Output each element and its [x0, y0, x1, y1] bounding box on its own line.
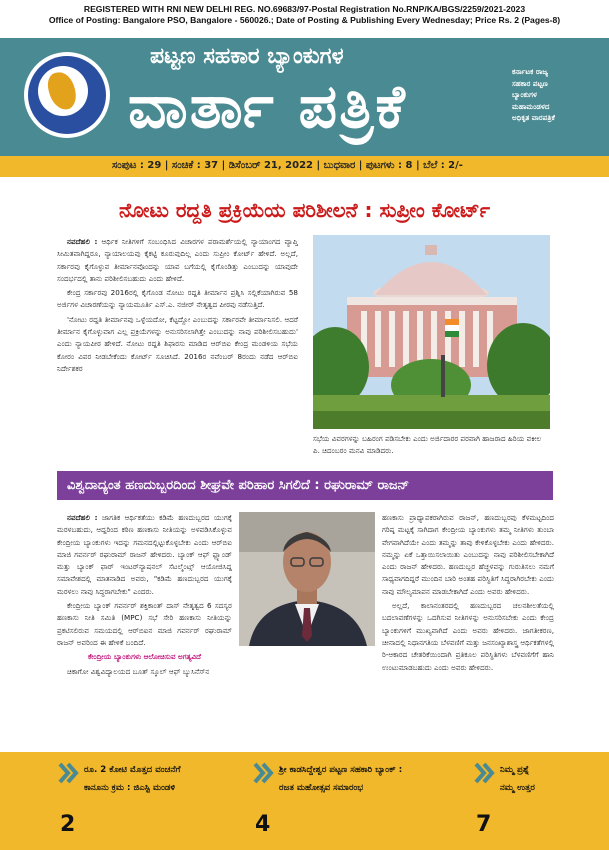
article2-paragraph: ಅಲ್ಲದೆ, ಕಾಲಾನಂತರದಲ್ಲಿ ಹಣದುಬ್ಬರದ ಚಲನಶೀಲತೆಯಲ್ಲಿ ಬದಲಾವಣೆಗಳನ್ನು ಒದಗಿಸುವ ನೀತಿಗಳನ್ನು ಅನುಸರಿಸಬೇಕು ಎಂದು ಕೇಂದ್ರ ಬ್ಯಾಂಕುಗಳಿಗೆ ಮುಖ್ಯವಾಗಿದೆ ಎಂದು ಅವರು ಹೇಳಿದರು. ಜಾಗತೀಕರಣ, ಚೀನಾದಲ್ಲಿ ನಿಧಾನಗತಿಯ ಬೆಳವಣಿಗೆ ಮತ್ತು ಜನಸಂಖ್ಯಾಶಾಸ್ತ್ರ ಆರ್ಥಿಕತೆಗಳಲ್ಲಿ ರಿ-ಆಕಾರದ ಚೇತರಿಕೆಯಿಂದಾಗಿ ಪ್ರತಿಕೂಲ ಪರಿಸ್ಥಿತಿಗಳು ಬೆಳವಣಿಗೆಗೆ ಹಾನಿ ಉಂಟುಮಾಡಬಹುದು ಎಂದು ಅವರು ಹೇಳಿದರು. — [382, 601, 554, 672]
article2-paragraph: ಹಣಕಾಸು ಪ್ರಾಧ್ಯಾಪಕರಾಗಿರುವ ರಾಜನ್, ಹಣದುಬ್ಬರವು ಕೆಳಮಟ್ಟದಿಂದ ಗರಿಷ್ಠ ಮಟ್ಟಕ್ಕೆ ಸಾಗಿದಾಗ ಕೇಂದ್ರೀಯ ಬ್ಯಾಂಕುಗಳು ತಮ್ಮ ನೀತಿಗಳು ತುಂಬಾ ವೇಗವಾಗಿದೆಯೇ ಎಂದು ತಮ್ಮನ್ನು ತಾವು ಕೇಳಿಕೊಳ್ಳಬೇಕು ಎಂದು ಹೇಳಿದರು. ನಮ್ಮನ್ನು ಏಕೆ ಒತ್ತಾಯಿಸಲಾಯಿತು ಎಂಬುದನ್ನು ನಾವು ಪರಿಶೀಲಿಸಬೇಕಾಗಿದೆ ಎಂದು ರಾಜನ್ ಹೇಳಿದರು. ಹಣದುಬ್ಬರ ಹೆಚ್ಚಳವನ್ನು ಗುರುತಿಸಲು ನಮಗೆ ಸಾಧ್ಯವಾಗದಿದ್ದರೆ ಮುಂದಿನ ಬಾರಿ ಅಂತಹ ಪರಿಸ್ಥಿತಿಗೆ ಸಿದ್ಧರಾಗಿರಬೇಕು ಎಂದು ನಾವು ಮೌಲ್ಯಮಾಪನ ಮಾಡಬೇಕಾಗಿದೆ ಎಂದು ಅವರು ಹೇಳಿದರು. — [382, 513, 554, 596]
article2-banner — [57, 471, 553, 500]
footer-teaser-line2: ಕಾನೂನು ಕ್ರಮ : ಜಿಎಸ್ಟಿ ಮಂಡಳಿ — [84, 783, 176, 793]
photo-caption: ಸಭೆಯ ವಿವರಗಳನ್ನು ಬಹಿರಂಗ ಪಡಿಸಬೇಕು ಎಂದು ಅರ್ಜಿದಾರರ ಪರವಾಗಿ ಹಾಜರಾದ ಹಿರಿಯ ವಕೀಲ ಪಿ. ಚಿದಂಬರಂ ಮನವಿ ಮಾಡಿದರು. — [313, 434, 542, 455]
raghuram-rajan-photo — [239, 512, 375, 646]
tagline-line: ಅಧಿಕೃತ ವಾರಪತ್ರಿಕೆ — [512, 113, 555, 122]
article1-paragraph: ನವದೆಹಲಿ : ಆರ್ಥಿಕ ನೀತಿಗಳಿಗೆ ಸಂಬಂಧಿಸಿದ ವಿಚಾರಗಳ ಪರಾಮರ್ಶೆಯಲ್ಲಿ ನ್ಯಾಯಾಂಗದ ವ್ಯಾಪ್ತಿ ಸೀಮಿತವಾಗಿದ್ದರೂ, ನ್ಯಾಯಾಲಯವು ಕೈಕಟ್ಟಿ ಕೂರುವುದಿಲ್ಲ ಎಂದು ಸುಪ್ರೀಂ ಕೋರ್ಟ್ ಹೇಳಿದೆ. ಅಲ್ಲದೆ, ಸರ್ಕಾರವು ಕೈಗೊಳ್ಳುವ ತೀರ್ಮಾನವೊಂದನ್ನು ಯಾವ ಬಗೆಯಲ್ಲಿ ಕೈಗೊಂಡಿತ್ತು ಎಂಬುದನ್ನು ಯಾವುದೇ ಸಂದರ್ಭದಲ್ಲಿ ತಾನು ಪರಿಶೀಲಿಸಬಹುದು ಎಂದು ಹೇಳಿದೆ. — [57, 237, 298, 283]
article1-headline[interactable]: ನೋಟು ರದ್ದತಿ ಪ್ರಕ್ರಿಯೆಯ ಪರಿಶೀಲನೆ : ಸುಪ್ರೀಂ ಕೋರ್ಟ್ — [119, 198, 490, 222]
footer-teaser-line1: ಶ್ರೀ ಕಾಡಸಿದ್ದೇಶ್ವರ ಪಟ್ಟಣ ಸಹಕಾರಿ ಬ್ಯಾಂಕ್ : — [279, 765, 403, 775]
footer-page-number: 7 — [476, 812, 492, 837]
issue-info-bar — [0, 156, 609, 177]
masthead-tagline — [512, 66, 604, 124]
article2-paragraph: ಕೇಂದ್ರೀಯ ಬ್ಯಾಂಕ್ ಗವರ್ನರ್ ಶಕ್ತಿಕಾಂತ್ ದಾಸ್ ನೇತೃತ್ವದ 6 ಸದಸ್ಯರ ಹಣಕಾಸು ನೀತಿ ಸಮಿತಿ (MPC) ಸಭೆ ಸೇರಿ ಹಣಕಾಸು ನೀತಿಯನ್ನು ಪ್ರಕಟಿಸಲಿರುವ ಸಮಯದಲ್ಲಿ ಆರ್‌ಬಿಐನ ಮಾಜಿ ಗವರ್ನರ್ ರಘುರಾಮ್ ರಾಜನ್ ಅವರಿಂದ ಈ ಹೇಳಿಕೆ ಬಂದಿದೆ. — [57, 601, 232, 647]
chevron-right-icon — [474, 762, 496, 784]
article1-paragraph: ಕೇಂದ್ರ ಸರ್ಕಾರವು 2016ರಲ್ಲಿ ಕೈಗೊಂಡ ನೋಟು ರದ್ದತಿ ತೀರ್ಮಾನ ಪ್ರಶ್ನಿಸಿ ಸಲ್ಲಿಕೆಯಾಗಿರುವ 58 ಅರ್ಜಿಗಳ ವಿಚಾರಣೆಯನ್ನು ನ್ಯಾಯಮೂರ್ತಿ ಎಸ್.ಎ. ನಜೀರ್ ನೇತೃತ್ವದ ಪೀಠವು ನಡೆಸುತ್ತಿದೆ. — [57, 288, 298, 310]
tagline-line: ಮಹಾಮಂಡಳದ — [512, 101, 550, 111]
registration-line-2: Office of Posting: Bangalore PSO, Bangalore - 560026.; Date of Posting & Publishing Every Wednesday; Price Rs. 2 (Pages-8) — [48, 15, 561, 25]
footer-teasers — [0, 752, 609, 850]
footer-teaser-line2: ನಮ್ಮ ಉತ್ತರ — [500, 783, 535, 793]
supreme-court-photo — [313, 235, 550, 429]
article2-paragraph: ನವದೆಹಲಿ : ಜಾಗತಿಕ ಆರ್ಥಿಕತೆಯು ಕಡಿಮೆ ಹಣದುಬ್ಬರದ ಯುಗಕ್ಕೆ ಮರಳಬಹುದು, ಆದ್ದರಿಂದ ಕಠಿಣ ಹಣಕಾಸು ನೀತಿಯನ್ನು ಅಳವಡಿಸಿಕೊಳ್ಳುವ ಕೇಂದ್ರೀಯ ಬ್ಯಾಂಕುಗಳು ಇದನ್ನು ಗಮನದಲ್ಲಿಟ್ಟುಕೊಳ್ಳಬೇಕು ಎಂದು ಆರ್‌ಬಿಐ ಮಾಜಿ ಗವರ್ನರ್ ರಘುರಾಮ್ ರಾಜನ್ ಹೇಳಿದರು. ಬ್ಯಾಂಕ್ ಆಫ್ ಫ್ಲ್ಯಾಂಡ್ ಮತ್ತು ಬ್ಯಾಂಕ್ ಫಾರ್ ಇಂಟರ್‌ನ್ಯಾಷನಲ್ ಸೆಟಲ್ಮೆಂಟ್ಸ್ ಆಯೋಜಿಸಿದ್ದ ಸಮಾವೇಶದಲ್ಲಿ ಮಾತನಾಡಿದ ಅವರು, "ಕಡಿಮೆ ಹಣದುಬ್ಬರದ ಯುಗಕ್ಕೆ ಮರಳಲು ನಾವು ಸಿದ್ಧರಾಗಬೇಕು" ಎಂದರು. — [57, 513, 232, 596]
masthead-subtitle: ಪಟ್ಟಣ ಸಹಕಾರ ಬ್ಯಾಂಕುಗಳ — [150, 44, 344, 69]
article1-body — [57, 236, 298, 377]
article2-headline[interactable]: ವಿಶ್ವದಾದ್ಯಂತ ಹಣದುಬ್ಬರದಿಂದ ಶೀಘ್ರವೇ ಪರಿಹಾರ ಸಿಗಲಿದೆ : ರಘುರಾಮ್ ರಾಜನ್ — [67, 478, 410, 493]
registration-line-1: REGISTERED WITH RNI NEW DELHI REG. NO.69683/97-Postal Registration No.RNP/KA/BGS/2259/2021-2023 — [83, 4, 526, 14]
article2-dateline: ನವದೆಹಲಿ : — [67, 513, 98, 522]
cooperative-emblem-icon — [24, 52, 110, 138]
footer-teaser-line1: ನಿಮ್ಮ ಪ್ರಶ್ನೆ — [500, 765, 530, 775]
tagline-line: ಕರ್ನಾಟಕ ರಾಜ್ಯ — [512, 67, 549, 76]
tagline-line: ಬ್ಯಾಂಕುಗಳ — [512, 90, 537, 99]
article2-body-col2 — [382, 512, 554, 676]
article2-body-col1 — [57, 512, 232, 680]
footer-page-number: 4 — [255, 812, 271, 837]
footer-teaser-line2: ರಜತ ಮಹೋತ್ಸವ ಸಮಾರಂಭ — [279, 783, 364, 793]
article2-paragraph: ಚಿಕಾಗೋ ವಿಶ್ವವಿದ್ಯಾಲಯದ ಬೂತ್ ಸ್ಕೂಲ್ ಆಫ್ ಬ್ಯುಸಿನೆಸ್‌ನ — [67, 666, 210, 676]
article1-dateline: ನವದೆಹಲಿ : — [67, 237, 98, 246]
masthead — [0, 38, 609, 156]
issue-info: ಸಂಪುಟ : 29 | ಸಂಚಿಕೆ : 37 | ಡಿಸೆಂಬರ್ 21, 2022 | ಬುಧವಾರ | ಪುಟಗಳು : 8 | ಬೆಲೆ : 2/- — [112, 160, 463, 171]
footer-teaser-line1: ರೂ. 2 ಕೋಟಿ ಮೊತ್ತದ ವಂಚನೆಗೆ — [84, 765, 181, 775]
masthead-title: ವಾರ್ತಾ ಪತ್ರಿಕೆ — [128, 72, 407, 142]
chevron-right-icon — [253, 762, 275, 784]
tagline-line: ಸಹಕಾರ ಪಟ್ಟಣ — [512, 78, 548, 88]
chevron-right-icon — [58, 762, 80, 784]
registration-info — [0, 4, 609, 26]
article1-paragraph: 'ನೋಟು ರದ್ದತಿ ತೀರ್ಮಾನವು ಒಳ್ಳೆಯದೋ, ಕೆಟ್ಟದ್ದೋ ಎಂಬುದನ್ನು ಸರ್ಕಾರವೇ ತೀರ್ಮಾನಿಸಲಿ. ಆದರೆ ತೀರ್ಮಾನ ಕೈಗೊಳ್ಳುವಾಗ ಎಲ್ಲ ಪ್ರಕ್ರಿಯೆಗಳನ್ನು ಅನುಸರಿಸಲಾಗಿತ್ತೇ ಎಂಬುದನ್ನು ನಾವು ಪರಿಶೀಲಿಸಬಹುದು' ಎಂದು ನ್ಯಾಯಪೀಠ ಹೇಳಿದೆ. ನೋಟು ರದ್ದತಿ ಶಿಫಾರಸು ಮಾಡಿದ ಆರ್‌ಬಿಐ ಕೇಂದ್ರ ಮಂಡಳಿಯ ಸಭೆಯ ಕೋರಂ ವಿವರ ನೀಡಬೇಕೆಂದು ಕೋರ್ಟ್ ಸೂಚಿಸಿದೆ. 2016ರ ನವೆಂಬರ್ 8ರಂದು ನಡೆದ ಆರ್‌ಬಿಐ ನಿರ್ದೇಶಕರ — [57, 314, 298, 373]
article2-subheading: ಕೇಂದ್ರೀಯ ಬ್ಯಾಂಕುಗಳು ಆಲೋಚಿಸುವ ಅಗತ್ಯವಿದೆ — [87, 652, 202, 662]
footer-page-number: 2 — [60, 812, 76, 837]
